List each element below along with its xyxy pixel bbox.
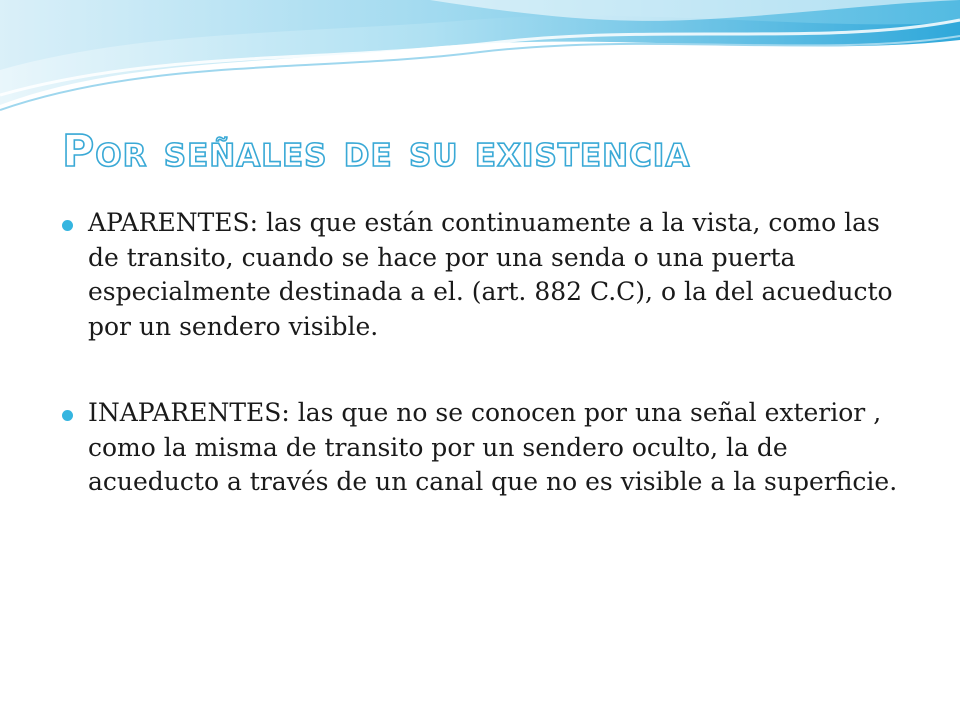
bullet-text: APARENTES: las que están continuamente a la vista, como las de transito, cuando se hace por una senda o una puerta especialmente destinada a el. (art. 882 C.C), o la del acueducto por un sendero visible.: [88, 208, 893, 341]
slide-title: Por señales de su existencia: [62, 126, 691, 177]
list-item: [60, 396, 900, 500]
list-item: [60, 206, 900, 344]
header-wave-decoration: [0, 0, 960, 120]
bullet-text: INAPARENTES: las que no se conocen por una señal exterior , como la misma de transito por un sendero oculto, la de acueducto a través de un canal que no es visible a la superficie.: [88, 398, 898, 496]
bullet-list: [60, 206, 900, 500]
bullet-dot-icon: [62, 220, 73, 231]
bullet-dot-icon: [62, 410, 73, 421]
